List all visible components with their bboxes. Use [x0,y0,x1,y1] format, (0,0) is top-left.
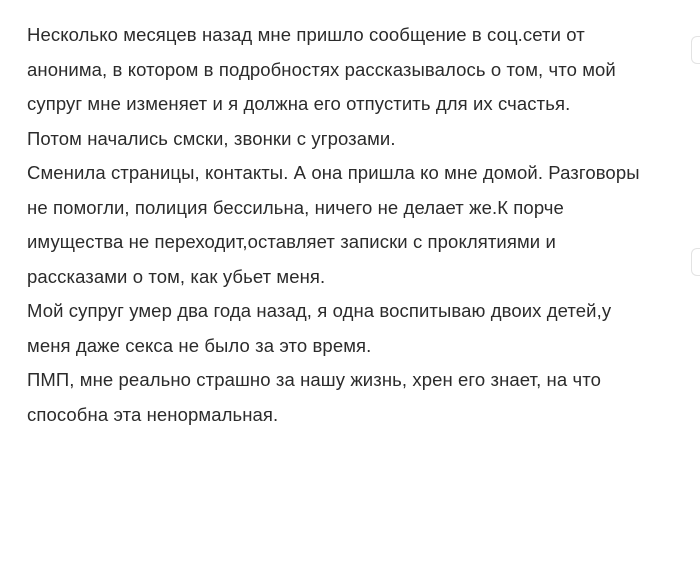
paragraph-5: ПМП, мне реально страшно за нашу жизнь, хрен его знает, на что способна эта ненормальная. [27,369,607,425]
post-text-block [27,18,647,432]
right-edge-card-artifact-top [691,36,700,64]
paragraph-4: Мой супруг умер два года назад, я одна воспитываю двоих детей,у меня даже секса не было за это время. [27,300,617,356]
paragraph-3: Сменила страницы, контакты. А она пришла ко мне домой. Разговоры не помогли, полиция бессильна, ничего не делает же.К порче имущества не переходит,оставляет записки с проклятиями и рассказами о том, как убьет меня. [27,162,645,287]
paragraph-1: Несколько месяцев назад мне пришло сообщение в соц.сети от анонима, в котором в подробностях рассказывалось о том, что мой супруг мне изменяет и я должна его отпустить для их счастья. [27,24,622,114]
paragraph-2: Потом начались смски, звонки с угрозами. [27,127,396,149]
right-edge-card-artifact-bottom [691,248,700,276]
